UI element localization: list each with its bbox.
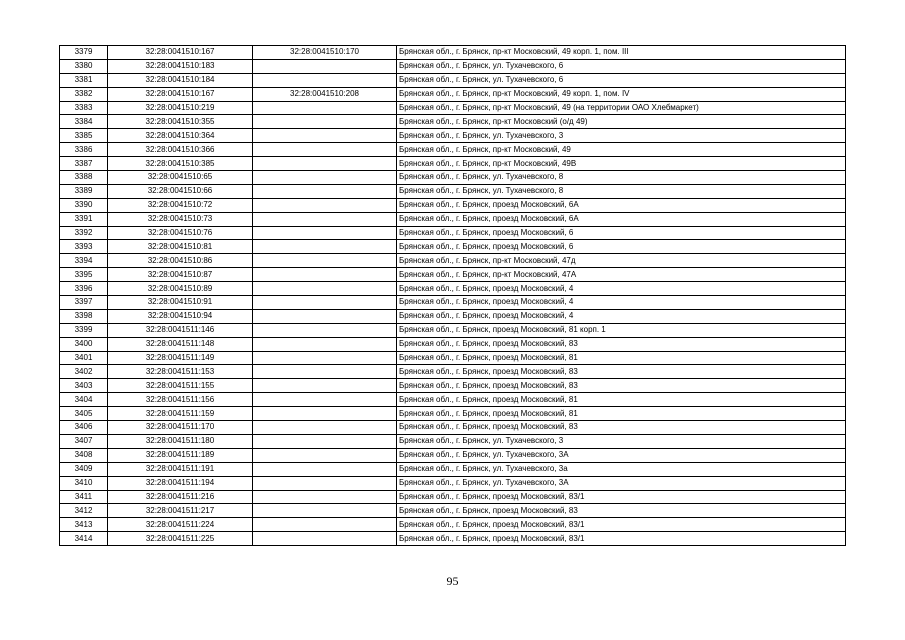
cadastral-number-cell: 32:28:0041510:355 <box>108 115 253 129</box>
row-number-cell: 3400 <box>60 337 108 351</box>
address-cell: Брянская обл., г. Брянск, проезд Московский, 83 <box>397 504 846 518</box>
row-number-cell: 3385 <box>60 129 108 143</box>
table-row <box>60 351 846 365</box>
cadastral-number-cell: 32:28:0041510:219 <box>108 101 253 115</box>
parent-cadastral-number-cell <box>253 532 397 546</box>
address-cell: Брянская обл., г. Брянск, ул. Тухачевского, 3А <box>397 448 846 462</box>
cadastral-number-cell: 32:28:0041510:81 <box>108 240 253 254</box>
cadastral-number-cell: 32:28:0041510:167 <box>108 87 253 101</box>
address-cell: Брянская обл., г. Брянск, проезд Московский, 83/1 <box>397 532 846 546</box>
cadastral-number-cell: 32:28:0041511:156 <box>108 393 253 407</box>
table-row <box>60 421 846 435</box>
cadastral-number-cell: 32:28:0041510:87 <box>108 268 253 282</box>
parent-cadastral-number-cell <box>253 504 397 518</box>
address-cell: Брянская обл., г. Брянск, ул. Тухачевского, 8 <box>397 184 846 198</box>
table-row <box>60 226 846 240</box>
cadastral-number-cell: 32:28:0041511:180 <box>108 434 253 448</box>
parent-cadastral-number-cell <box>253 268 397 282</box>
row-number-cell: 3387 <box>60 157 108 171</box>
parent-cadastral-number-cell <box>253 448 397 462</box>
row-number-cell: 3413 <box>60 518 108 532</box>
cadastral-number-cell: 32:28:0041511:224 <box>108 518 253 532</box>
table-row <box>60 240 846 254</box>
table-row <box>60 462 846 476</box>
parent-cadastral-number-cell <box>253 351 397 365</box>
parent-cadastral-number-cell <box>253 157 397 171</box>
table-row <box>60 532 846 546</box>
table-row <box>60 504 846 518</box>
address-cell: Брянская обл., г. Брянск, пр-кт Московский, 49 корп. 1, пом. IV <box>397 87 846 101</box>
row-number-cell: 3397 <box>60 296 108 310</box>
cadastral-number-cell: 32:28:0041511:191 <box>108 462 253 476</box>
table-row <box>60 518 846 532</box>
row-number-cell: 3410 <box>60 476 108 490</box>
address-cell: Брянская обл., г. Брянск, проезд Московский, 81 <box>397 351 846 365</box>
address-cell: Брянская обл., г. Брянск, ул. Тухачевского, 8 <box>397 171 846 185</box>
parent-cadastral-number-cell <box>253 59 397 73</box>
address-cell: Брянская обл., г. Брянск, проезд Московский, 4 <box>397 296 846 310</box>
row-number-cell: 3389 <box>60 184 108 198</box>
cadastral-number-cell: 32:28:0041510:66 <box>108 184 253 198</box>
page-number: 95 <box>446 574 459 588</box>
row-number-cell: 3398 <box>60 309 108 323</box>
cadastral-number-cell: 32:28:0041511:225 <box>108 532 253 546</box>
address-cell: Брянская обл., г. Брянск, проезд Московский, 6 <box>397 240 846 254</box>
address-cell: Брянская обл., г. Брянск, ул. Тухачевского, 6 <box>397 73 846 87</box>
row-number-cell: 3409 <box>60 462 108 476</box>
cadastral-number-cell: 32:28:0041510:86 <box>108 254 253 268</box>
cadastral-number-cell: 32:28:0041510:73 <box>108 212 253 226</box>
address-cell: Брянская обл., г. Брянск, пр-кт Московский (о/д 49) <box>397 115 846 129</box>
parent-cadastral-number-cell <box>253 115 397 129</box>
table-row <box>60 296 846 310</box>
table-row <box>60 129 846 143</box>
parent-cadastral-number-cell: 32:28:0041510:170 <box>253 46 397 60</box>
parent-cadastral-number-cell <box>253 240 397 254</box>
table-row <box>60 198 846 212</box>
cadastral-number-cell: 32:28:0041511:217 <box>108 504 253 518</box>
parent-cadastral-number-cell: 32:28:0041510:208 <box>253 87 397 101</box>
row-number-cell: 3390 <box>60 198 108 212</box>
address-cell: Брянская обл., г. Брянск, пр-кт Московский, 49 корп. 1, пом. III <box>397 46 846 60</box>
table-row <box>60 143 846 157</box>
parent-cadastral-number-cell <box>253 212 397 226</box>
table-row <box>60 448 846 462</box>
table-row <box>60 393 846 407</box>
row-number-cell: 3391 <box>60 212 108 226</box>
cadastral-number-cell: 32:28:0041511:189 <box>108 448 253 462</box>
address-cell: Брянская обл., г. Брянск, проезд Московский, 81 <box>397 407 846 421</box>
table-row <box>60 73 846 87</box>
cadastral-number-cell: 32:28:0041511:146 <box>108 323 253 337</box>
row-number-cell: 3384 <box>60 115 108 129</box>
cadastral-number-cell: 32:28:0041511:153 <box>108 365 253 379</box>
row-number-cell: 3404 <box>60 393 108 407</box>
table-row <box>60 282 846 296</box>
address-cell: Брянская обл., г. Брянск, пр-кт Московский, 49 (на территории ОАО Хлебмаркет) <box>397 101 846 115</box>
table-row <box>60 157 846 171</box>
parent-cadastral-number-cell <box>253 296 397 310</box>
address-cell: Брянская обл., г. Брянск, проезд Московский, 4 <box>397 282 846 296</box>
cadastral-number-cell: 32:28:0041510:364 <box>108 129 253 143</box>
address-cell: Брянская обл., г. Брянск, проезд Московский, 83/1 <box>397 490 846 504</box>
cadastral-number-cell: 32:28:0041511:148 <box>108 337 253 351</box>
row-number-cell: 3396 <box>60 282 108 296</box>
parent-cadastral-number-cell <box>253 198 397 212</box>
row-number-cell: 3382 <box>60 87 108 101</box>
row-number-cell: 3407 <box>60 434 108 448</box>
parent-cadastral-number-cell <box>253 171 397 185</box>
address-cell: Брянская обл., г. Брянск, пр-кт Московский, 49 <box>397 143 846 157</box>
cadastral-number-cell: 32:28:0041510:89 <box>108 282 253 296</box>
table-row <box>60 46 846 60</box>
parent-cadastral-number-cell <box>253 407 397 421</box>
cadastral-number-cell: 32:28:0041510:65 <box>108 171 253 185</box>
address-cell: Брянская обл., г. Брянск, пр-кт Московский, 49В <box>397 157 846 171</box>
cadastral-number-cell: 32:28:0041511:194 <box>108 476 253 490</box>
parent-cadastral-number-cell <box>253 73 397 87</box>
table-row <box>60 212 846 226</box>
parent-cadastral-number-cell <box>253 337 397 351</box>
table-row <box>60 254 846 268</box>
row-number-cell: 3395 <box>60 268 108 282</box>
table-row <box>60 268 846 282</box>
table-row <box>60 59 846 73</box>
parent-cadastral-number-cell <box>253 282 397 296</box>
table-row <box>60 101 846 115</box>
address-cell: Брянская обл., г. Брянск, проезд Московский, 4 <box>397 309 846 323</box>
parent-cadastral-number-cell <box>253 490 397 504</box>
address-cell: Брянская обл., г. Брянск, ул. Тухачевского, 3А <box>397 476 846 490</box>
address-cell: Брянская обл., г. Брянск, ул. Тухачевского, 3 <box>397 434 846 448</box>
cadastral-number-cell: 32:28:0041510:385 <box>108 157 253 171</box>
row-number-cell: 3393 <box>60 240 108 254</box>
table-row <box>60 115 846 129</box>
row-number-cell: 3406 <box>60 421 108 435</box>
row-number-cell: 3399 <box>60 323 108 337</box>
table-row <box>60 476 846 490</box>
parent-cadastral-number-cell <box>253 365 397 379</box>
cadastral-table <box>59 45 846 546</box>
address-cell: Брянская обл., г. Брянск, ул. Тухачевского, 3а <box>397 462 846 476</box>
cadastral-number-cell: 32:28:0041511:159 <box>108 407 253 421</box>
table-row <box>60 379 846 393</box>
address-cell: Брянская обл., г. Брянск, пр-кт Московский, 47д <box>397 254 846 268</box>
table-row <box>60 184 846 198</box>
address-cell: Брянская обл., г. Брянск, ул. Тухачевского, 3 <box>397 129 846 143</box>
table-body <box>60 46 846 546</box>
address-cell: Брянская обл., г. Брянск, проезд Московский, 6А <box>397 198 846 212</box>
row-number-cell: 3381 <box>60 73 108 87</box>
table-row <box>60 87 846 101</box>
address-cell: Брянская обл., г. Брянск, проезд Московский, 83 <box>397 337 846 351</box>
parent-cadastral-number-cell <box>253 309 397 323</box>
address-cell: Брянская обл., г. Брянск, проезд Московский, 83 <box>397 421 846 435</box>
parent-cadastral-number-cell <box>253 254 397 268</box>
parent-cadastral-number-cell <box>253 226 397 240</box>
cadastral-number-cell: 32:28:0041510:183 <box>108 59 253 73</box>
row-number-cell: 3414 <box>60 532 108 546</box>
parent-cadastral-number-cell <box>253 143 397 157</box>
cadastral-number-cell: 32:28:0041510:184 <box>108 73 253 87</box>
cadastral-number-cell: 32:28:0041510:94 <box>108 309 253 323</box>
row-number-cell: 3412 <box>60 504 108 518</box>
address-cell: Брянская обл., г. Брянск, проезд Московский, 6 <box>397 226 846 240</box>
row-number-cell: 3388 <box>60 171 108 185</box>
address-cell: Брянская обл., г. Брянск, проезд Московский, 81 <box>397 393 846 407</box>
address-cell: Брянская обл., г. Брянск, проезд Московский, 6А <box>397 212 846 226</box>
table-row <box>60 407 846 421</box>
parent-cadastral-number-cell <box>253 323 397 337</box>
address-cell: Брянская обл., г. Брянск, пр-кт Московский, 47А <box>397 268 846 282</box>
parent-cadastral-number-cell <box>253 476 397 490</box>
row-number-cell: 3392 <box>60 226 108 240</box>
parent-cadastral-number-cell <box>253 184 397 198</box>
address-cell: Брянская обл., г. Брянск, проезд Московский, 83 <box>397 379 846 393</box>
address-cell: Брянская обл., г. Брянск, проезд Московский, 83 <box>397 365 846 379</box>
table-row <box>60 365 846 379</box>
table-row <box>60 490 846 504</box>
parent-cadastral-number-cell <box>253 518 397 532</box>
parent-cadastral-number-cell <box>253 129 397 143</box>
cadastral-number-cell: 32:28:0041510:91 <box>108 296 253 310</box>
parent-cadastral-number-cell <box>253 462 397 476</box>
cadastral-number-cell: 32:28:0041510:72 <box>108 198 253 212</box>
cadastral-number-cell: 32:28:0041510:366 <box>108 143 253 157</box>
cadastral-number-cell: 32:28:0041511:155 <box>108 379 253 393</box>
cadastral-number-cell: 32:28:0041511:216 <box>108 490 253 504</box>
cadastral-number-cell: 32:28:0041510:76 <box>108 226 253 240</box>
parent-cadastral-number-cell <box>253 434 397 448</box>
parent-cadastral-number-cell <box>253 393 397 407</box>
cadastral-number-cell: 32:28:0041510:167 <box>108 46 253 60</box>
row-number-cell: 3403 <box>60 379 108 393</box>
cadastral-number-cell: 32:28:0041511:149 <box>108 351 253 365</box>
row-number-cell: 3401 <box>60 351 108 365</box>
row-number-cell: 3411 <box>60 490 108 504</box>
cadastral-number-cell: 32:28:0041511:170 <box>108 421 253 435</box>
parent-cadastral-number-cell <box>253 379 397 393</box>
table-row <box>60 171 846 185</box>
row-number-cell: 3380 <box>60 59 108 73</box>
table-row <box>60 309 846 323</box>
table-row <box>60 323 846 337</box>
row-number-cell: 3402 <box>60 365 108 379</box>
parent-cadastral-number-cell <box>253 101 397 115</box>
row-number-cell: 3379 <box>60 46 108 60</box>
row-number-cell: 3408 <box>60 448 108 462</box>
row-number-cell: 3405 <box>60 407 108 421</box>
row-number-cell: 3386 <box>60 143 108 157</box>
address-cell: Брянская обл., г. Брянск, проезд Московский, 83/1 <box>397 518 846 532</box>
table-row <box>60 337 846 351</box>
row-number-cell: 3394 <box>60 254 108 268</box>
address-cell: Брянская обл., г. Брянск, проезд Московский, 81 корп. 1 <box>397 323 846 337</box>
parent-cadastral-number-cell <box>253 421 397 435</box>
row-number-cell: 3383 <box>60 101 108 115</box>
address-cell: Брянская обл., г. Брянск, ул. Тухачевского, 6 <box>397 59 846 73</box>
table-row <box>60 434 846 448</box>
